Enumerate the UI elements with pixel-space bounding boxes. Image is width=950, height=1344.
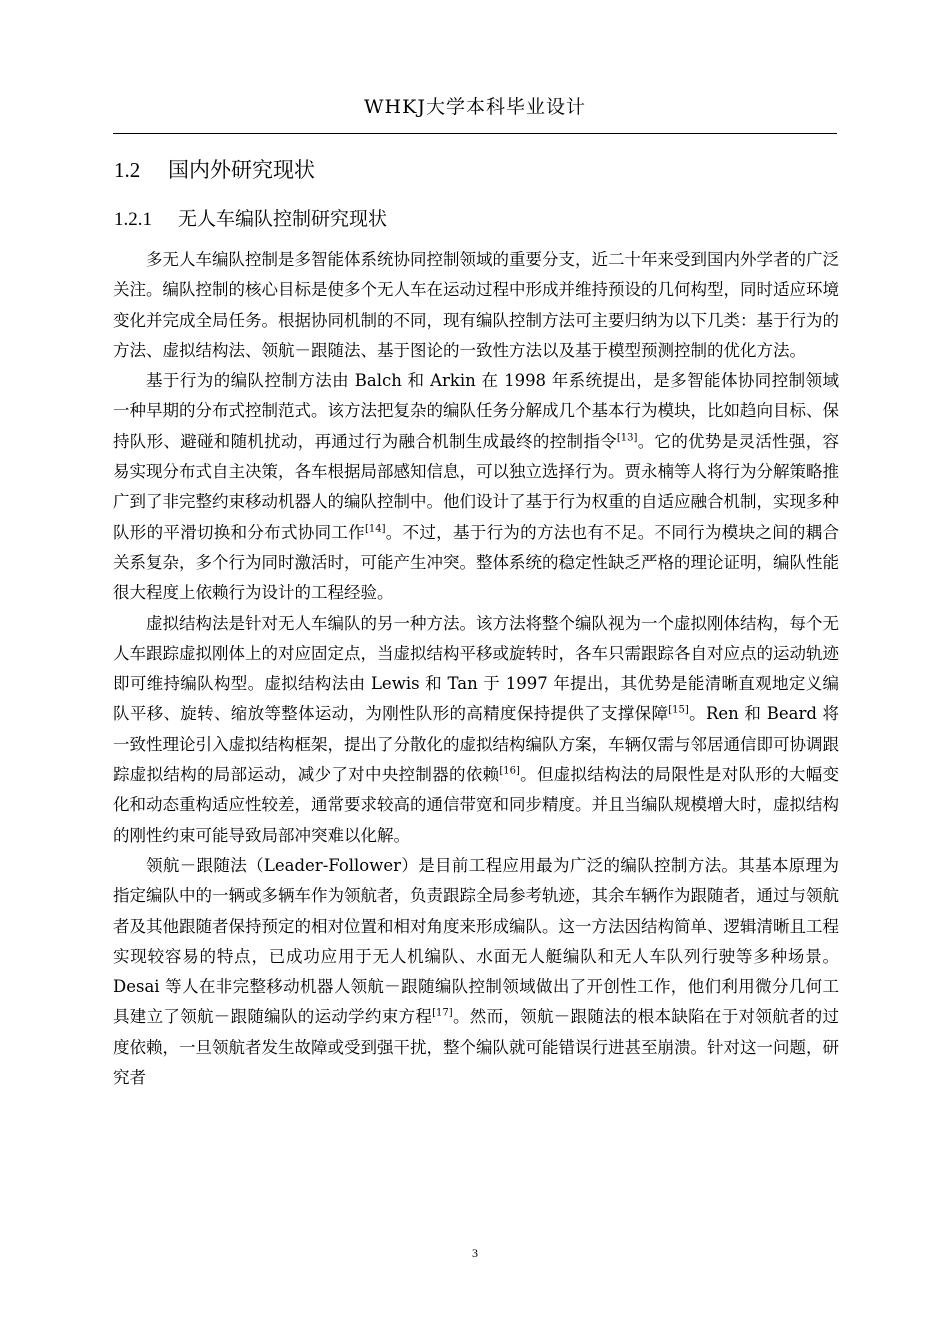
paragraph-2-text-a: 基于行为的编队控制方法由 Balch 和 Arkin 在 1998 年系统提出，是多智能体协同控制领域一种早期的分布式控制范式。该方法把复杂的编队任务分解成几个基本行为模块，比如趋向目标、保持队形、避碰和随机扰动，再通过行为融合机制生成最终的控制指令 — [113, 371, 839, 451]
citation-15: [15] — [668, 704, 689, 716]
paragraph-2-text-c: 。不过，基于行为的方法也有不足。不同行为模块之间的耦合关系复杂，多个行为同时激活时，可能产生冲突。整体系统的稳定性缺乏严格的理论证明，编队性能很大程度上依赖行为设计的工程经验。 — [113, 522, 839, 603]
paragraph-3-text-a: 虚拟结构法是针对无人车编队的另一种方法。该方法将整个编队视为一个虚拟刚体结构，每个无人车跟踪虚拟刚体上的对应固定点，当虚拟结构平移或旋转时，各车只需跟踪各自对应点的运动轨迹即可维持编队构型。虚拟结构法由 Lewis 和 Tan 于 1997 年提出，其优势是能清晰直观地定义编队平移、旋转、缩放等整体运动，为刚性队形的高精度保持提供了支撑保障 — [113, 613, 839, 724]
section-number: 1.2 — [114, 158, 141, 182]
paragraph-3-text-c: 。但虚拟结构法的局限性是对队形的大幅变化和动态重构适应性较差，通常要求较高的通信带宽和同步精度。并且当编队规模增大时，虚拟结构的刚性约束可能导致局部冲突难以化解。 — [113, 765, 839, 845]
page-number: 3 — [472, 1246, 478, 1260]
citation-17: [17] — [432, 1007, 453, 1019]
paragraph-4-text-a: 领航－跟随法（Leader-Follower）是目前工程应用最为广泛的编队控制方法。其基本原理为指定编队中的一辆或多辆车作为领航者，负责跟踪全局参考轨迹，其余车辆作为跟随者，通过与领航者及其他跟随者保持预定的相对位置和相对角度来形成编队。这一方法因结构简单、逻辑清晰且工程实现较容易的特点，已成功应用于无人机编队、水面无人艇编队和无人车队列行驶等多种场景。Desai 等人在非完整移动机器人领航－跟随编队控制领域做出了开创性工作，他们利用微分几何工具建立了领航－跟随编队的运动学约束方程 — [113, 855, 839, 1027]
paragraph-2-text-b: 。它的优势是灵活性强，容易实现分布式自主决策，各车根据局部感知信息，可以独立选择行为。贾永楠等人将行为分解策略推广到了非完整约束移动机器人的编队控制中。他们设计了基于行为权重的自适应融合机制，实现多种队形的平滑切换和分布式协同工作 — [113, 431, 839, 542]
paragraph-1: 多无人车编队控制是多智能体系统协同控制领域的重要分支，近二十年来受到国内外学者的广泛关注。编队控制的核心目标是使多个无人车在运动过程中形成并维持预设的几何构型，同时适应环境变化并完成全局任务。根据协同机制的不同，现有编队控制方法可主要归纳为以下几类：基于行为的方法、虚拟结构法、领航－跟随法、基于图论的一致性方法以及基于模型预测控制的优化方法。 — [113, 250, 839, 360]
citation-13: [13] — [616, 432, 638, 444]
citation-16: [16] — [499, 765, 520, 777]
body-text — [113, 245, 839, 1093]
citation-14: [14] — [364, 523, 386, 535]
paragraph-3-text-b: 。Ren 和 Beard 将一致性理论引入虚拟结构框架，提出了分散化的虚拟结构编队方案，车辆仅需与邻居通信即可协调跟踪虚拟结构的局部运动，减少了对中央控制器的依赖 — [113, 704, 839, 785]
paragraph-3 — [113, 609, 839, 851]
section-heading — [114, 155, 315, 185]
paragraph-2 — [113, 366, 839, 608]
paragraph-4-text-b: 。然而，领航－跟随法的根本缺陷在于对领航者的过度依赖，一旦领航者发生故障或受到强干扰，整个编队就可能错误行进甚至崩溃。针对这一问题，研究者 — [113, 1007, 839, 1088]
header-divider — [113, 133, 837, 134]
subsection-title: 无人车编队控制研究现状 — [178, 208, 388, 230]
page-header: WHKJ大学本科毕业设计 — [364, 96, 586, 118]
subsection-number: 1.2.1 — [114, 209, 152, 230]
paragraph-4 — [113, 851, 839, 1093]
subsection-heading — [114, 205, 387, 234]
section-title: 国内外研究现状 — [168, 158, 315, 182]
